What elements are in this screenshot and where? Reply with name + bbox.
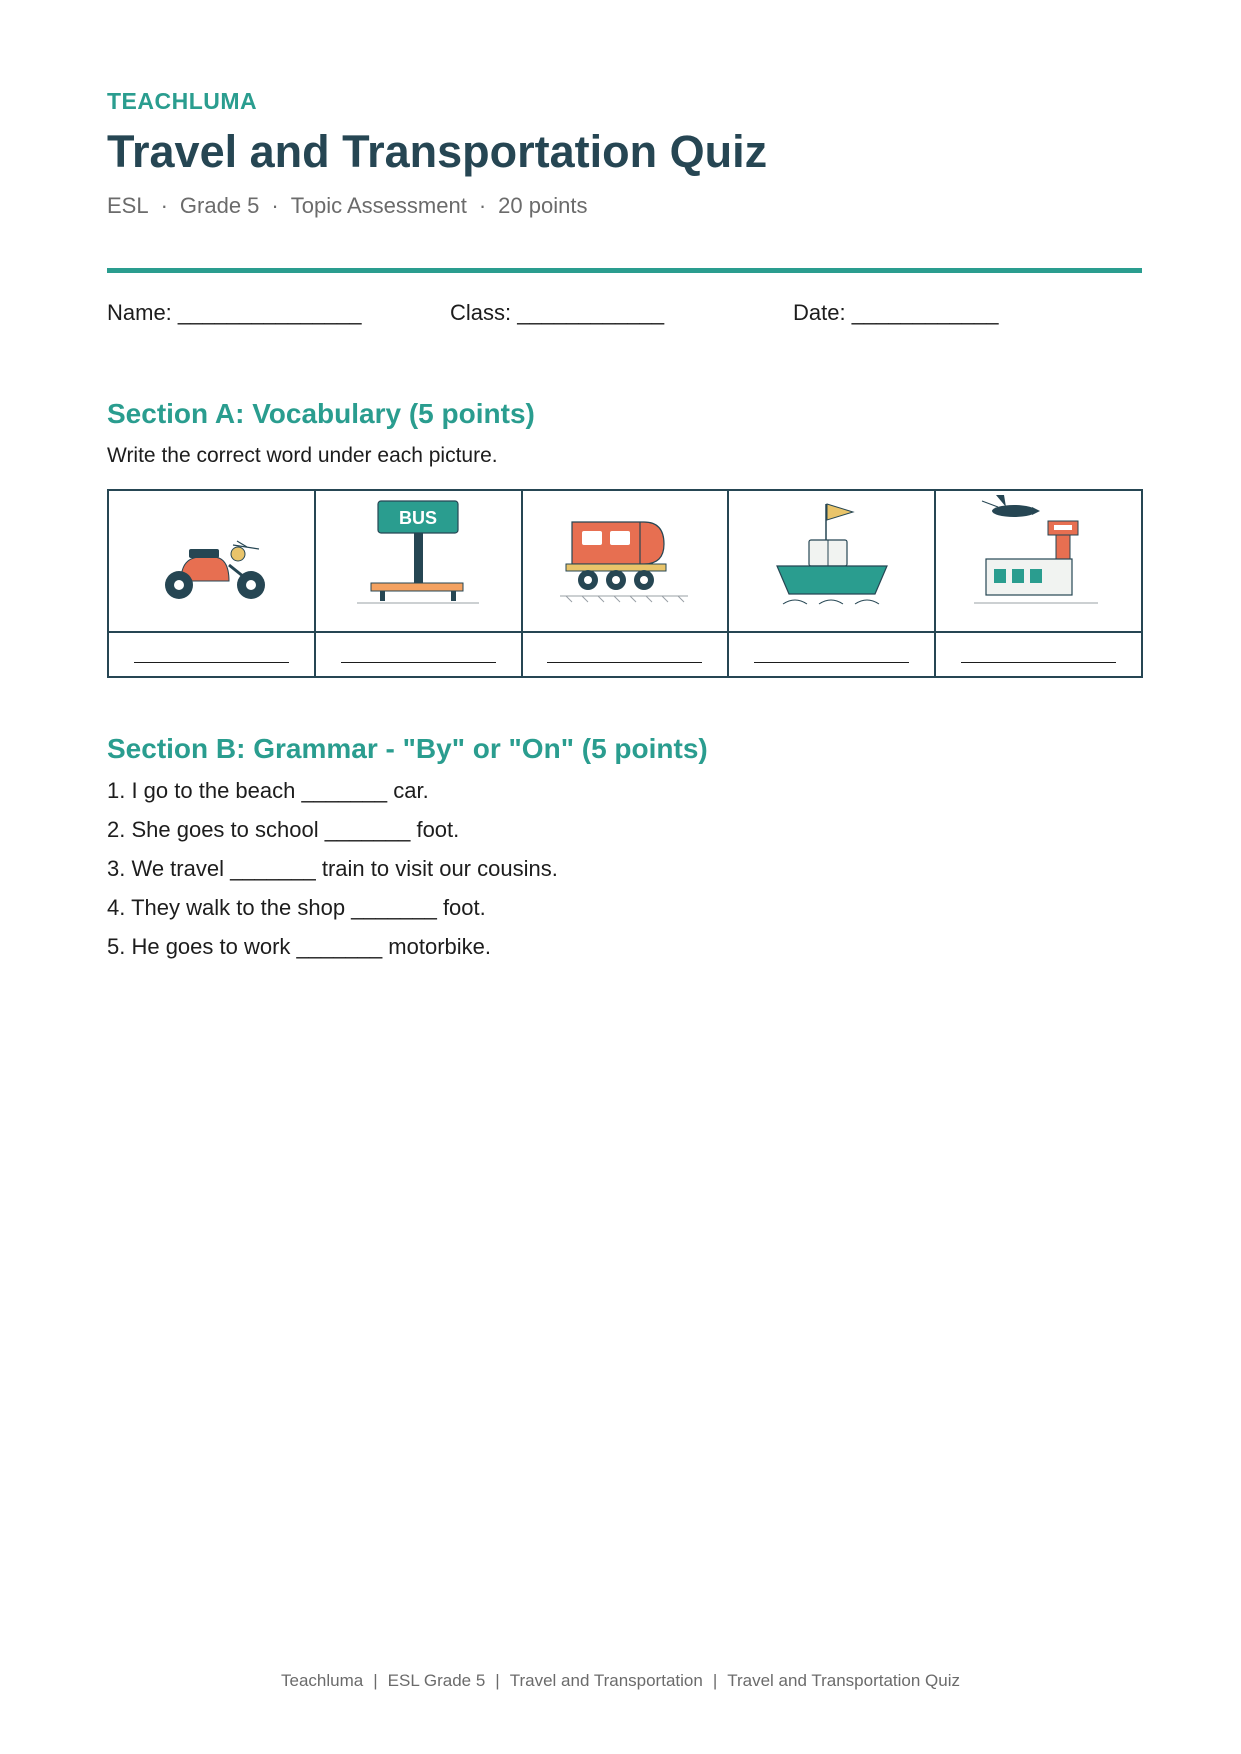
brand-name: TEACHLUMA xyxy=(107,88,258,114)
name-field[interactable]: Name: _______________ xyxy=(107,300,362,325)
airport-icon xyxy=(974,493,1104,613)
answer-line[interactable] xyxy=(547,640,702,663)
page-title: Travel and Transportation Quiz xyxy=(107,126,768,177)
answer-line[interactable] xyxy=(961,640,1116,663)
picture-cell xyxy=(522,490,729,632)
footer-course: ESL Grade 5 xyxy=(387,1671,486,1690)
footer-title: Travel and Transportation Quiz xyxy=(727,1671,960,1690)
section-a-instruction: Write the correct word under each picture. xyxy=(107,444,498,467)
page-footer xyxy=(0,1671,1241,1691)
answer-row xyxy=(108,632,1142,677)
footer-separator: | xyxy=(373,1671,378,1690)
answer-line[interactable] xyxy=(754,640,909,663)
grammar-question[interactable]: 3. We travel _______ train to visit our cousins. xyxy=(107,856,558,881)
meta-separator: · xyxy=(160,193,168,218)
section-a-title: Section A: Vocabulary (5 points) xyxy=(107,398,535,429)
meta-subject: ESL xyxy=(107,193,149,218)
grammar-question[interactable]: 4. They walk to the shop _______ foot. xyxy=(107,895,486,920)
meta-type: Topic Assessment xyxy=(290,193,467,218)
meta-separator: · xyxy=(478,193,487,218)
date-field[interactable]: Date: ____________ xyxy=(793,300,999,325)
meta-points: 20 points xyxy=(498,193,588,218)
grammar-question-list xyxy=(107,778,558,973)
header-divider xyxy=(107,268,1142,273)
grammar-question[interactable]: 1. I go to the beach _______ car. xyxy=(107,778,429,803)
motorbike-icon xyxy=(151,521,271,601)
section-b-title: Section B: Grammar - "By" or "On" (5 points) xyxy=(107,733,708,764)
answer-line[interactable] xyxy=(134,640,289,663)
answer-cell[interactable] xyxy=(935,632,1142,677)
grammar-question[interactable]: 2. She goes to school _______ foot. xyxy=(107,817,460,842)
footer-separator: | xyxy=(712,1671,718,1690)
picture-row xyxy=(108,490,1142,632)
answer-cell[interactable] xyxy=(315,632,522,677)
picture-cell xyxy=(935,490,1142,632)
grammar-question[interactable]: 5. He goes to work _______ motorbike. xyxy=(107,934,492,959)
picture-cell xyxy=(315,490,522,632)
bus-sign-label: BUS xyxy=(399,508,438,528)
worksheet-meta xyxy=(107,193,587,219)
answer-line[interactable] xyxy=(341,640,496,663)
class-field[interactable]: Class: ____________ xyxy=(450,300,665,325)
answer-cell[interactable] xyxy=(108,632,315,677)
answer-cell[interactable] xyxy=(522,632,729,677)
picture-cell xyxy=(728,490,935,632)
footer-separator: | xyxy=(495,1671,500,1690)
boat-icon xyxy=(767,500,897,610)
bus-stop-icon xyxy=(353,499,483,609)
meta-grade: Grade 5 xyxy=(179,193,260,218)
meta-separator: · xyxy=(271,193,279,218)
footer-topic: Travel and Transportation xyxy=(509,1671,703,1690)
footer-brand: Teachluma xyxy=(281,1671,364,1690)
vocabulary-table xyxy=(107,489,1143,678)
train-icon xyxy=(560,516,690,606)
picture-cell xyxy=(108,490,315,632)
answer-cell[interactable] xyxy=(728,632,935,677)
